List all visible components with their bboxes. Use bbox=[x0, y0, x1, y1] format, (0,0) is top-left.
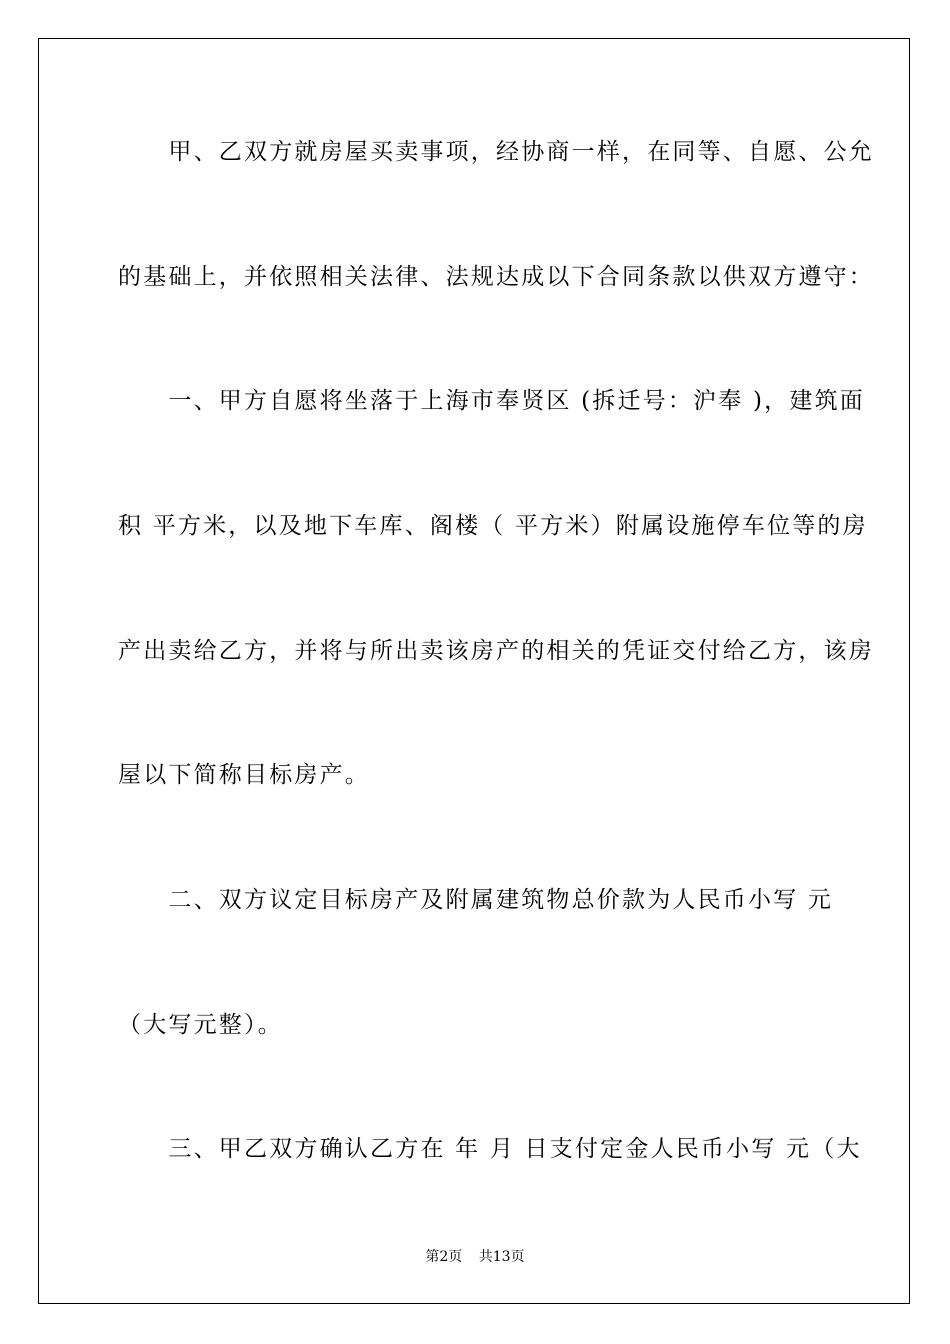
paragraph-line: 屋以下简称目标房产。 bbox=[118, 762, 370, 788]
page-border bbox=[38, 38, 910, 1304]
paragraph-line: 一、甲方自愿将坐落于上海市奉贤区 (拆迁号：沪奉 )，建筑面 bbox=[118, 388, 865, 414]
paragraph-line: （大写元整）。 bbox=[118, 1012, 283, 1038]
page-total: 共13页 bbox=[478, 1249, 525, 1265]
paragraph-line: 甲、乙双方就房屋买卖事项，经协商一样，在同等、自愿、公允 bbox=[118, 139, 874, 165]
paragraph-line: 积 平方米，以及地下车库、阁楼（ 平方米）附属设施停车位等的房 bbox=[118, 513, 868, 539]
paragraph-line: 产出卖给乙方，并将与所出卖该房产的相关的凭证交付给乙方，该房 bbox=[118, 638, 874, 664]
page-footer bbox=[0, 1248, 950, 1266]
paragraph-line: 的基础上，并依照相关法律、法规达成以下合同条款以供双方遵守： bbox=[118, 264, 874, 290]
paragraph-line: 三、甲乙双方确认乙方在 年 月 日支付定金人民币小写 元（大 bbox=[118, 1136, 862, 1162]
paragraph-line: 二、双方议定目标房产及附属建筑物总价款为人民币小写 元 bbox=[118, 887, 834, 913]
page-number: 第2页 bbox=[425, 1249, 463, 1265]
